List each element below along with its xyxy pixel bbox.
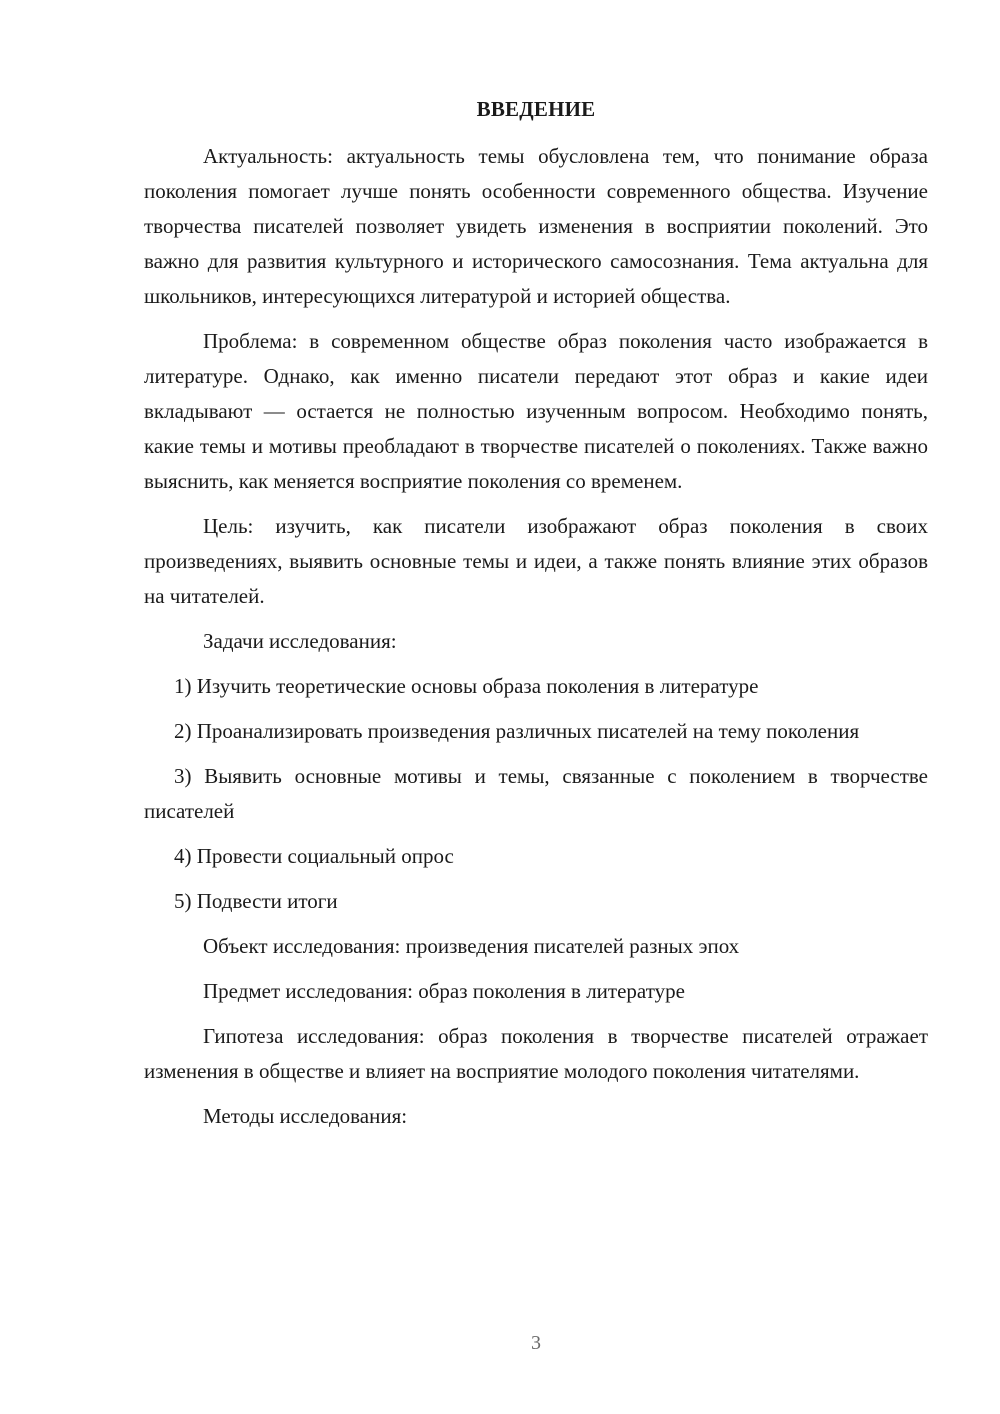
methods-heading: Методы исследования: [203, 1104, 408, 1128]
tasks-heading: Задачи исследования: [203, 629, 397, 653]
subject-paragraph: Предмет исследования: образ поколения в литературе [203, 979, 685, 1003]
relevance-paragraph: Актуальность: актуальность темы обусловлена тем, что понимание образа поколения помогает лучше понять особенности современного общества. Изучение творчества писателей позволяет увидеть изменения в восприятии поколений. Это важно для развития культурного и исторического самосознания. Тема актуальна для школьников, интересующихся литературой и историей общества. [144, 144, 928, 308]
task-item: 5) Подвести итоги [174, 889, 338, 913]
task-item: 2) Проанализировать произведения различных писателей на тему поколения [174, 719, 860, 743]
hypothesis-paragraph: Гипотеза исследования: образ поколения в творчестве писателей отражает изменения в обществе и влияет на восприятие молодого поколения читателями. [144, 1024, 928, 1083]
page-title: ВВЕДЕНИЕ [476, 97, 596, 121]
problem-paragraph: Проблема: в современном обществе образ поколения часто изображается в литературе. Однако, как именно писатели передают этот образ и какие идеи вкладывают — остается не полностью изученным вопросом. Необходимо понять, какие темы и мотивы преобладают в творчестве писателей о поколениях. Также важно выяснить, как меняется восприятие поколения со временем. [144, 329, 928, 493]
page-content [144, 92, 928, 1144]
task-item: 4) Провести социальный опрос [174, 844, 454, 868]
page-number: 3 [531, 1332, 541, 1354]
task-item: 3) Выявить основные мотивы и темы, связанные с поколением в творчестве писателей [144, 764, 928, 823]
task-item: 1) Изучить теоретические основы образа поколения в литературе [174, 674, 759, 698]
object-paragraph: Объект исследования: произведения писателей разных эпох [203, 934, 740, 958]
goal-paragraph: Цель: изучить, как писатели изображают образ поколения в своих произведениях, выявить основные темы и идеи, а также понять влияние этих образов на читателей. [144, 514, 928, 608]
